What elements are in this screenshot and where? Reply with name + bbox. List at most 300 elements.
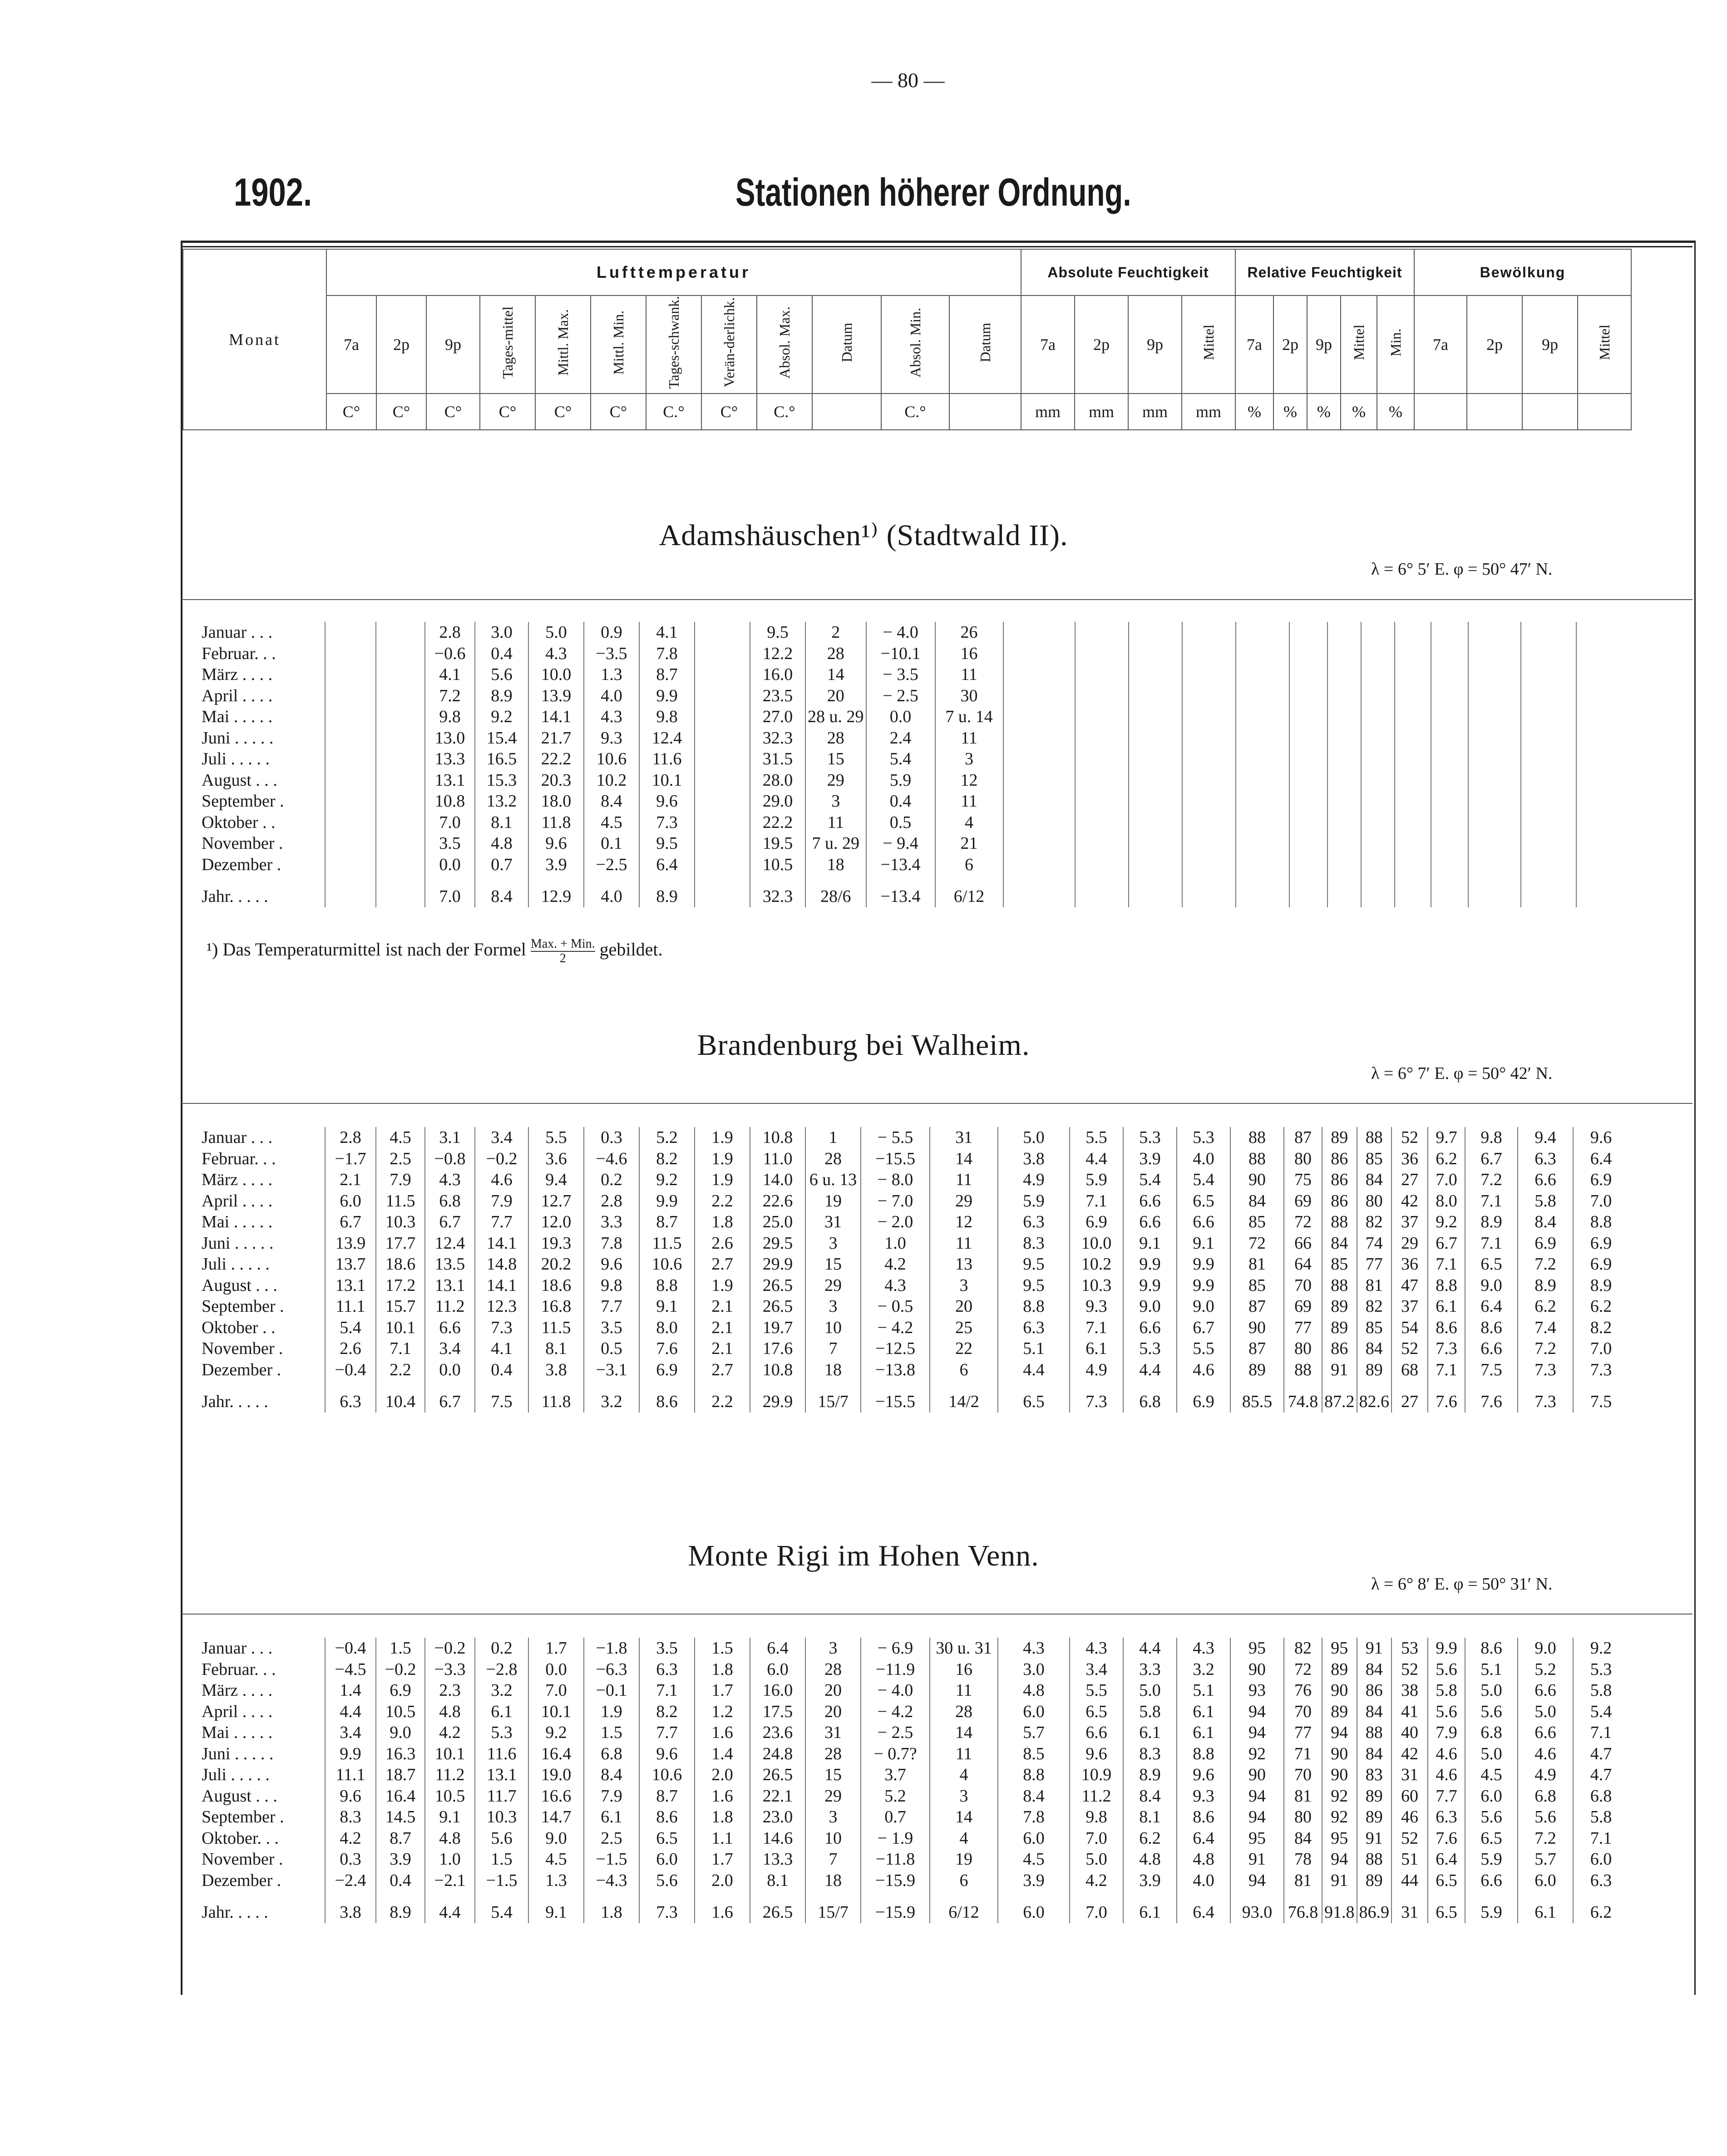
table-cell: 8.6 xyxy=(1465,1317,1518,1339)
table-cell: 17.2 xyxy=(376,1275,425,1296)
column-unit-cell xyxy=(1273,394,1307,430)
column-header-cell xyxy=(881,295,949,394)
table-cell xyxy=(1075,748,1129,770)
table-cell: 2.8 xyxy=(325,1127,376,1148)
month-label: Februar. . . xyxy=(202,1149,276,1168)
table-cell xyxy=(1003,748,1075,770)
table-cell: 10.1 xyxy=(425,1743,475,1765)
table-cell: −4.6 xyxy=(584,1148,639,1170)
table-cell: 3.9 xyxy=(1123,1148,1177,1170)
month-label: Januar . . . xyxy=(202,623,273,642)
table-cell: 7.0 xyxy=(425,812,475,833)
table-cell xyxy=(695,643,750,665)
table-cell: 14 xyxy=(805,664,866,685)
month-label: Juni . . . . . xyxy=(202,1233,274,1253)
table-cell xyxy=(1129,854,1182,876)
table-row xyxy=(200,854,1632,876)
table-cell: 1.9 xyxy=(695,1275,750,1296)
column-header-cell xyxy=(1273,295,1307,394)
table-cell: 6.2 xyxy=(1518,1296,1573,1317)
table-cell: −3.1 xyxy=(584,1359,639,1381)
table-cell: 7.1 xyxy=(1070,1317,1123,1339)
column-header-label: 2p xyxy=(1486,335,1503,354)
data-table-adamshaeuschen xyxy=(200,622,1632,907)
table-cell: 30 xyxy=(935,685,1003,707)
table-cell: 5.9 xyxy=(1465,1891,1518,1923)
table-cell: 95 xyxy=(1230,1638,1284,1659)
table-cell xyxy=(1236,643,1289,665)
table-cell: 8.8 xyxy=(998,1764,1070,1786)
table-cell: 7.5 xyxy=(475,1380,528,1413)
table-cell xyxy=(1395,770,1431,791)
block-rule xyxy=(182,1103,1692,1104)
table-cell xyxy=(1431,875,1468,907)
table-cell: 6.8 xyxy=(1573,1786,1628,1807)
table-cell: 80 xyxy=(1284,1807,1322,1828)
table-cell: 19.0 xyxy=(528,1764,584,1786)
table-cell: 4.3 xyxy=(1177,1638,1230,1659)
column-unit-cell xyxy=(881,394,949,430)
table-cell: 36 xyxy=(1391,1148,1428,1170)
table-cell xyxy=(1236,706,1289,728)
table-cell: 12.0 xyxy=(528,1211,584,1233)
table-cell: 6.7 xyxy=(325,1211,376,1233)
table-cell: 80 xyxy=(1357,1191,1392,1212)
table-cell: 6.1 xyxy=(584,1807,639,1828)
table-cell: 7.3 xyxy=(1518,1359,1573,1381)
table-row xyxy=(200,812,1632,833)
table-cell: 0.0 xyxy=(866,706,935,728)
table-cell xyxy=(1289,812,1327,833)
table-cell: 1.8 xyxy=(584,1891,639,1923)
table-cell xyxy=(1361,685,1395,707)
table-cell: 1.3 xyxy=(528,1870,584,1891)
table-cell: 89 xyxy=(1322,1317,1357,1339)
column-header-label: 2p xyxy=(393,335,410,354)
table-cell: −15.5 xyxy=(861,1380,930,1413)
table-cell xyxy=(1075,622,1129,643)
table-cell: 10.6 xyxy=(639,1764,695,1786)
table-cell xyxy=(1521,875,1576,907)
table-cell: 42 xyxy=(1391,1743,1428,1765)
table-cell: 6.6 xyxy=(1518,1680,1573,1701)
table-cell: 6.9 xyxy=(376,1680,425,1701)
table-cell: 6.1 xyxy=(1177,1701,1230,1723)
table-cell xyxy=(1468,706,1521,728)
table-cell xyxy=(1468,622,1521,643)
table-cell: 6.3 xyxy=(325,1380,376,1413)
table-cell: 6.1 xyxy=(1518,1891,1573,1923)
table-cell: 7.3 xyxy=(1518,1380,1573,1413)
column-header-label: Datum xyxy=(977,322,993,362)
table-cell: 6.6 xyxy=(1465,1870,1518,1891)
table-cell: 7.0 xyxy=(1070,1891,1123,1923)
table-cell: −0.2 xyxy=(376,1659,425,1680)
table-cell: 4.3 xyxy=(584,706,639,728)
table-cell: 7 xyxy=(805,1849,861,1870)
column-unit-cell xyxy=(949,394,1021,430)
table-cell: 17.7 xyxy=(376,1233,425,1254)
table-cell: 7.2 xyxy=(1465,1169,1518,1191)
table-cell: 22.2 xyxy=(528,748,584,770)
table-cell: 11 xyxy=(935,791,1003,812)
table-cell: 2.2 xyxy=(695,1191,750,1212)
column-unit-cell xyxy=(326,394,376,430)
table-cell: 13.7 xyxy=(325,1254,376,1275)
table-cell xyxy=(1395,791,1431,812)
column-unit-cell xyxy=(646,394,701,430)
column-unit-cell xyxy=(1021,394,1075,430)
table-cell: 94 xyxy=(1322,1722,1357,1743)
table-cell xyxy=(1236,748,1289,770)
table-cell: 4.3 xyxy=(1070,1638,1123,1659)
table-cell: 13.3 xyxy=(750,1849,805,1870)
table-cell xyxy=(325,833,376,854)
table-cell: 4.0 xyxy=(1177,1870,1230,1891)
table-cell: 12.4 xyxy=(639,728,695,749)
table-cell: 47 xyxy=(1391,1275,1428,1296)
table-cell: 13.1 xyxy=(475,1764,528,1786)
column-header-label: Mittl. Max. xyxy=(555,309,571,376)
table-cell: 7 xyxy=(805,1338,861,1359)
table-cell xyxy=(1521,622,1576,643)
table-row xyxy=(200,643,1632,665)
table-cell: 1.8 xyxy=(695,1211,750,1233)
table-cell: −3.5 xyxy=(584,643,639,665)
table-row xyxy=(200,1638,1628,1659)
table-cell: 7.2 xyxy=(1518,1254,1573,1275)
table-cell: 18 xyxy=(805,1870,861,1891)
table-cell: 9.0 xyxy=(1177,1296,1230,1317)
table-cell: 4.0 xyxy=(584,685,639,707)
table-cell: 14 xyxy=(930,1722,998,1743)
table-cell xyxy=(325,875,376,907)
column-header-cell xyxy=(757,295,812,394)
table-cell xyxy=(1327,791,1361,812)
table-cell: 8.2 xyxy=(639,1148,695,1170)
table-cell: 5.6 xyxy=(475,1828,528,1849)
table-cell xyxy=(1468,664,1521,685)
table-cell: 2.0 xyxy=(695,1870,750,1891)
table-cell: 6.5 xyxy=(1428,1870,1465,1891)
table-cell: 95 xyxy=(1230,1828,1284,1849)
month-label: Juli . . . . . xyxy=(202,1255,270,1274)
table-cell xyxy=(1431,854,1468,876)
month-label: November . xyxy=(202,1850,283,1869)
table-cell: 5.4 xyxy=(1177,1169,1230,1191)
station-coords-brandenburg: λ = 6° 7′ E. φ = 50° 42′ N. xyxy=(1371,1064,1553,1083)
table-cell xyxy=(1075,770,1129,791)
table-cell xyxy=(1521,643,1576,665)
table-row xyxy=(200,833,1632,854)
table-cell xyxy=(1395,664,1431,685)
table-cell: 8.1 xyxy=(528,1338,584,1359)
column-unit-cell xyxy=(1522,394,1578,430)
table-cell: 8.8 xyxy=(1573,1211,1628,1233)
table-cell xyxy=(325,854,376,876)
table-cell xyxy=(1003,791,1075,812)
table-cell: 4.8 xyxy=(1123,1849,1177,1870)
table-cell: 28 xyxy=(805,643,866,665)
table-row xyxy=(200,1870,1628,1891)
table-cell: 7.8 xyxy=(584,1233,639,1254)
table-cell xyxy=(1431,812,1468,833)
table-cell: 40 xyxy=(1391,1722,1428,1743)
table-row xyxy=(200,1211,1628,1233)
month-label: September . xyxy=(202,1297,284,1316)
table-cell: 8.1 xyxy=(1123,1807,1177,1828)
month-label: Juli . . . . . xyxy=(202,1765,270,1784)
table-cell: 5.4 xyxy=(1123,1169,1177,1191)
table-cell xyxy=(1236,812,1289,833)
table-cell: 60 xyxy=(1391,1786,1428,1807)
table-cell: −15.5 xyxy=(861,1148,930,1170)
table-cell: 9.8 xyxy=(639,706,695,728)
table-cell: − 0.5 xyxy=(861,1296,930,1317)
month-label: März . . . . xyxy=(202,1170,273,1189)
table-cell xyxy=(1075,685,1129,707)
table-cell: 7.6 xyxy=(639,1338,695,1359)
table-cell: 10.5 xyxy=(425,1786,475,1807)
table-cell xyxy=(1129,770,1182,791)
table-cell: 14.7 xyxy=(528,1807,584,1828)
table-cell: 2.1 xyxy=(695,1296,750,1317)
table-cell: 4.4 xyxy=(1123,1638,1177,1659)
table-cell: 16.4 xyxy=(376,1786,425,1807)
month-label: September . xyxy=(202,792,284,811)
table-cell: 11.6 xyxy=(639,748,695,770)
table-cell: 7.1 xyxy=(1070,1191,1123,1212)
column-unit-label: % xyxy=(1389,402,1402,421)
table-cell: 9.5 xyxy=(998,1275,1070,1296)
table-cell: −11.8 xyxy=(861,1849,930,1870)
table-cell xyxy=(1075,728,1129,749)
column-header xyxy=(183,249,1632,430)
table-cell: 9.9 xyxy=(639,1191,695,1212)
table-cell xyxy=(1576,685,1632,707)
table-cell: 9.1 xyxy=(1123,1233,1177,1254)
table-cell: 70 xyxy=(1284,1701,1322,1723)
table-cell: 15.4 xyxy=(475,728,528,749)
table-cell: 5.1 xyxy=(1177,1680,1230,1701)
table-cell: 5.4 xyxy=(1573,1701,1628,1723)
column-unit-label: C° xyxy=(498,402,517,421)
month-label: März . . . . xyxy=(202,665,273,684)
table-cell: 4.2 xyxy=(325,1828,376,1849)
table-cell: 92 xyxy=(1322,1786,1357,1807)
table-cell: 36 xyxy=(1391,1254,1428,1275)
table-cell xyxy=(695,664,750,685)
table-cell: 4.2 xyxy=(425,1722,475,1743)
column-unit-cell xyxy=(1377,394,1414,430)
table-cell: 90 xyxy=(1230,1659,1284,1680)
column-header-label: 9p xyxy=(445,335,461,354)
table-cell: 7.8 xyxy=(639,643,695,665)
table-cell xyxy=(1075,875,1129,907)
table-cell: 2.7 xyxy=(695,1359,750,1381)
table-cell: 8.6 xyxy=(1428,1317,1465,1339)
table-cell xyxy=(1182,685,1236,707)
table-cell: 21 xyxy=(935,833,1003,854)
table-cell: 5.5 xyxy=(1070,1127,1123,1148)
table-cell: 12.4 xyxy=(425,1233,475,1254)
table-cell: 7.1 xyxy=(1465,1233,1518,1254)
table-cell: 13.9 xyxy=(325,1233,376,1254)
table-cell: 5.6 xyxy=(1465,1807,1518,1828)
table-cell xyxy=(1289,643,1327,665)
table-cell: 81 xyxy=(1230,1254,1284,1275)
column-header-cell xyxy=(1128,295,1182,394)
table-cell: 9.5 xyxy=(998,1254,1070,1275)
table-cell: 3.4 xyxy=(325,1722,376,1743)
table-cell: 2.3 xyxy=(425,1680,475,1701)
table-cell: 5.6 xyxy=(1428,1659,1465,1680)
table-cell: 10.3 xyxy=(1070,1275,1123,1296)
table-cell: 26.5 xyxy=(750,1275,805,1296)
table-cell: 13.1 xyxy=(425,770,475,791)
table-cell: 7.0 xyxy=(425,875,475,907)
table-cell: 1.1 xyxy=(695,1828,750,1849)
table-cell: 7.0 xyxy=(1573,1191,1628,1212)
table-cell: 9.4 xyxy=(1518,1127,1573,1148)
table-cell: 77 xyxy=(1284,1722,1322,1743)
table-cell: 11.5 xyxy=(528,1317,584,1339)
table-cell: 4.6 xyxy=(1428,1743,1465,1765)
table-cell: 8.4 xyxy=(1123,1786,1177,1807)
table-cell xyxy=(1576,812,1632,833)
group-lufttemperatur: Lufttemperatur xyxy=(326,249,1021,295)
table-cell xyxy=(695,622,750,643)
table-cell: 29 xyxy=(930,1191,998,1212)
table-cell: 11.1 xyxy=(325,1764,376,1786)
table-row xyxy=(200,1891,1628,1923)
footnote-denominator: 2 xyxy=(559,951,566,965)
column-header-label: 7a xyxy=(1433,335,1448,354)
table-cell: 87 xyxy=(1230,1296,1284,1317)
table-cell: 54 xyxy=(1391,1317,1428,1339)
table-cell: 5.0 xyxy=(998,1127,1070,1148)
table-cell: 3.5 xyxy=(584,1317,639,1339)
table-cell: 8.6 xyxy=(1177,1807,1230,1828)
column-unit-label: C° xyxy=(720,402,738,421)
table-cell: 94 xyxy=(1322,1849,1357,1870)
table-cell xyxy=(376,622,425,643)
column-header-label: Mittel xyxy=(1351,325,1367,360)
table-cell: 7.7 xyxy=(639,1722,695,1743)
table-cell xyxy=(1003,728,1075,749)
table-cell: 7.1 xyxy=(1573,1828,1628,1849)
table-row xyxy=(200,1849,1628,1870)
table-cell: 7.7 xyxy=(584,1296,639,1317)
table-cell: 11.6 xyxy=(475,1743,528,1765)
table-cell xyxy=(1289,854,1327,876)
table-row xyxy=(200,1786,1628,1807)
table-cell: 32.3 xyxy=(750,728,805,749)
table-cell: 91.8 xyxy=(1322,1891,1357,1923)
table-row xyxy=(200,1338,1628,1359)
table-cell xyxy=(1075,791,1129,812)
table-cell: 7.9 xyxy=(376,1169,425,1191)
table-cell: 1.4 xyxy=(325,1680,376,1701)
column-header-label: 2p xyxy=(1093,335,1110,354)
table-cell: 28 u. 29 xyxy=(805,706,866,728)
table-cell: 6.9 xyxy=(1573,1233,1628,1254)
column-unit-cell xyxy=(1182,394,1235,430)
table-cell: 15 xyxy=(805,748,866,770)
table-cell xyxy=(1576,770,1632,791)
table-cell: 7.6 xyxy=(1428,1828,1465,1849)
table-cell: 12 xyxy=(935,770,1003,791)
table-cell: 9.9 xyxy=(1123,1275,1177,1296)
table-cell: 9.2 xyxy=(475,706,528,728)
table-cell: 78 xyxy=(1284,1849,1322,1870)
table-cell: 8.2 xyxy=(639,1701,695,1723)
table-cell: 11 xyxy=(930,1169,998,1191)
table-cell: 10.1 xyxy=(528,1701,584,1723)
table-cell: 10.3 xyxy=(376,1211,425,1233)
column-header-cell xyxy=(812,295,881,394)
column-header-label: Verän-derlichk. xyxy=(721,297,737,388)
table-cell: 21.7 xyxy=(528,728,584,749)
column-header-cell xyxy=(1377,295,1414,394)
table-cell: 9.8 xyxy=(1070,1807,1123,1828)
table-cell: 86 xyxy=(1357,1680,1392,1701)
table-cell: 5.2 xyxy=(639,1127,695,1148)
table-cell: 6.7 xyxy=(425,1380,475,1413)
table-cell: 28/6 xyxy=(805,875,866,907)
table-cell: 8.4 xyxy=(998,1786,1070,1807)
table-row xyxy=(200,791,1632,812)
table-cell: 71 xyxy=(1284,1743,1322,1765)
table-cell: 16.3 xyxy=(376,1743,425,1765)
table-cell: 9.9 xyxy=(325,1743,376,1765)
table-cell: 5.6 xyxy=(1518,1807,1573,1828)
table-cell: 10.2 xyxy=(584,770,639,791)
table-cell: − 0.7? xyxy=(861,1743,930,1765)
table-cell: 37 xyxy=(1391,1211,1428,1233)
table-cell: 6.1 xyxy=(1123,1891,1177,1923)
table-cell: 5.5 xyxy=(528,1127,584,1148)
table-cell: 10.0 xyxy=(528,664,584,685)
table-cell: 84 xyxy=(1322,1233,1357,1254)
column-unit-cell xyxy=(591,394,646,430)
table-cell xyxy=(376,643,425,665)
table-cell: 4.9 xyxy=(1518,1764,1573,1786)
table-cell: 6.4 xyxy=(1177,1828,1230,1849)
table-row xyxy=(200,706,1632,728)
group-relative-feuchtigkeit: Relative Feuchtigkeit xyxy=(1235,249,1414,295)
table-cell: 8.9 xyxy=(376,1891,425,1923)
table-cell: 12.3 xyxy=(475,1296,528,1317)
table-cell: 9.9 xyxy=(639,685,695,707)
table-cell: 6.0 xyxy=(750,1659,805,1680)
table-row xyxy=(200,685,1632,707)
table-cell: 11 xyxy=(930,1680,998,1701)
table-cell: 6 u. 13 xyxy=(805,1169,861,1191)
table-cell xyxy=(1521,748,1576,770)
table-cell xyxy=(1327,664,1361,685)
table-cell: 22.6 xyxy=(750,1191,805,1212)
table-cell: 87.2 xyxy=(1322,1380,1357,1413)
table-cell: 53 xyxy=(1391,1638,1428,1659)
table-cell: 1.6 xyxy=(695,1786,750,1807)
table-cell: 91 xyxy=(1357,1638,1392,1659)
table-cell xyxy=(1327,685,1361,707)
table-cell xyxy=(1236,728,1289,749)
table-cell: 6.9 xyxy=(639,1359,695,1381)
table-cell: 1.8 xyxy=(695,1659,750,1680)
table-cell: − 4.0 xyxy=(861,1680,930,1701)
